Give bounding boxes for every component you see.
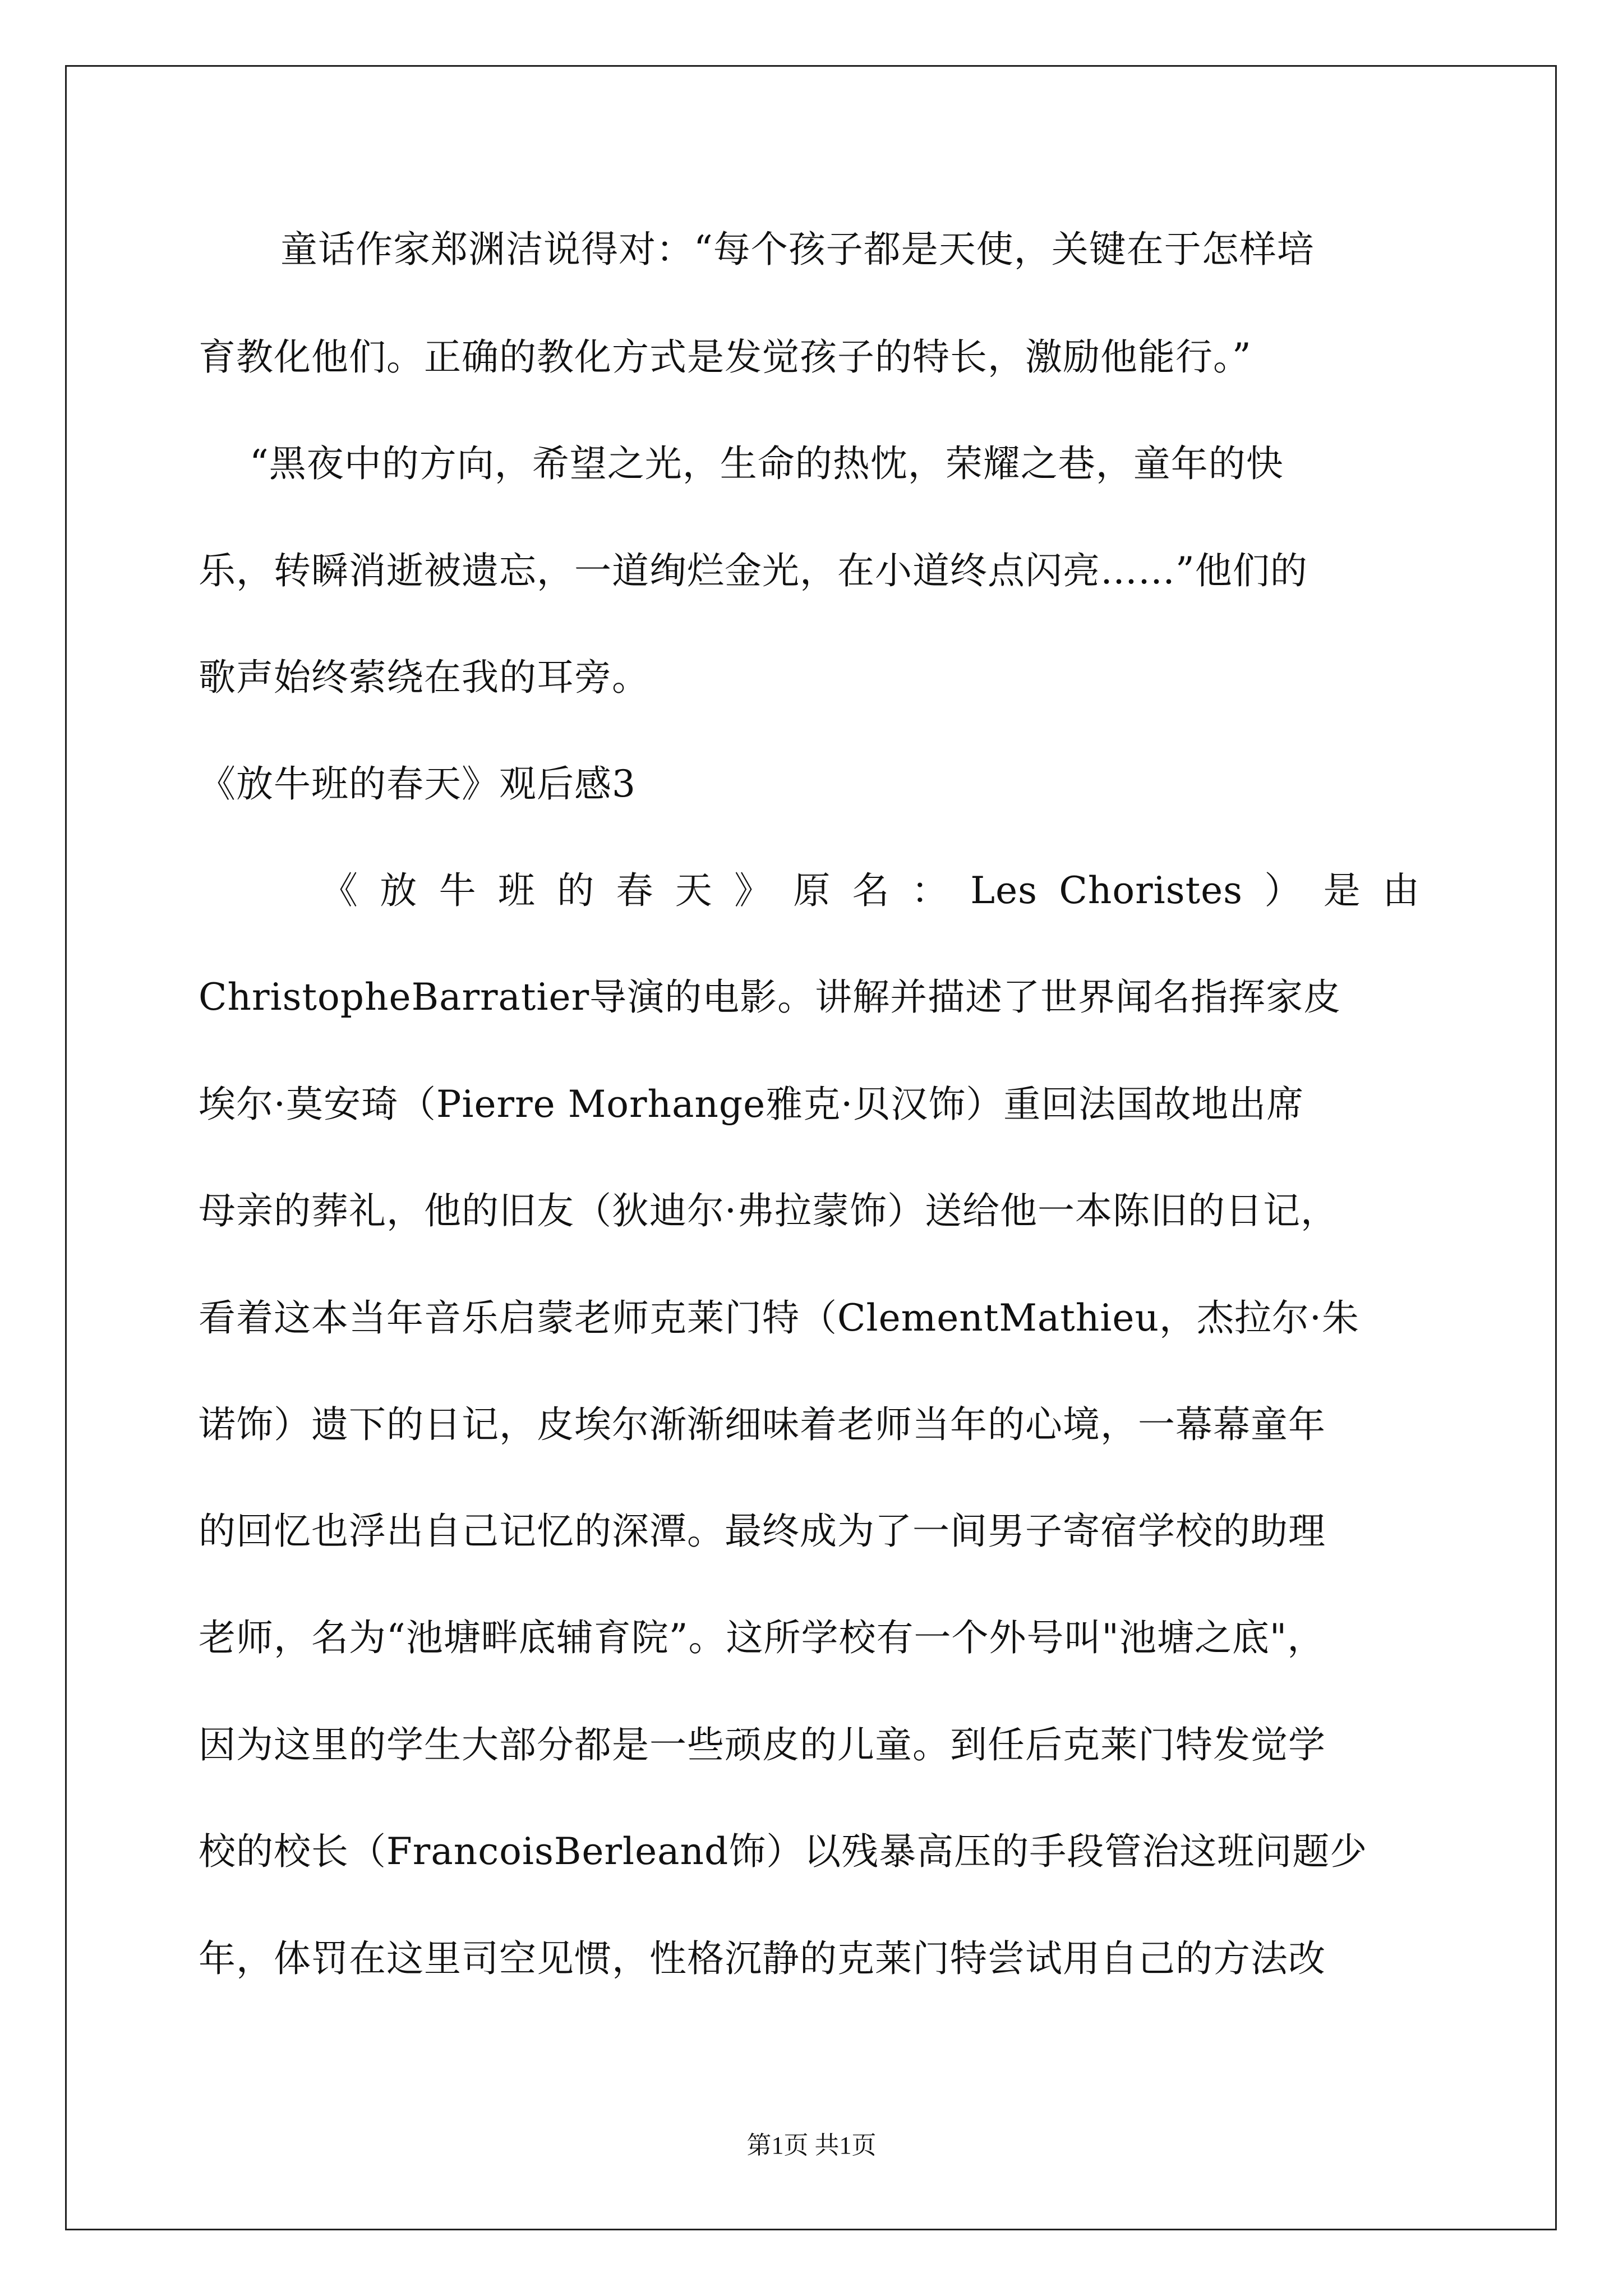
token: Choristes [1059, 869, 1243, 912]
token: 是 [1323, 869, 1361, 912]
paragraph-2-line-1: “黑夜中的方向，希望之光，生命的热忱，荣耀之巷，童年的快 [250, 442, 1284, 485]
token: 由 [1382, 869, 1420, 912]
paragraph-3-line-8: 老师，名为“池塘畔底辅育院”。这所学校有一个外号叫"池塘之底"， [199, 1616, 1325, 1659]
token: 天 [675, 869, 713, 912]
paragraph-3-line-6: 诺饰）遗下的日记，皮埃尔渐渐细味着老师当年的心境，一幕幕童年 [199, 1403, 1326, 1446]
paragraph-3-line-1 [321, 868, 1420, 913]
token: 班 [497, 869, 536, 912]
token: 原 [793, 869, 831, 912]
paragraph-1-line-2: 育教化他们。正确的教化方式是发觉孩子的特长，激励他能行。” [199, 335, 1252, 379]
paragraph-3-line-2: ChristopheBarratier导演的电影。讲解并描述了世界闻名指挥家皮 [199, 976, 1341, 1019]
paragraph-3-line-11: 年，体罚在这里司空见惯，性格沉静的克莱门特尝试用自己的方法改 [199, 1937, 1326, 1980]
token: 的 [557, 869, 595, 912]
paragraph-3-line-3: 埃尔·莫安琦（Pierre Morhange雅克·贝汉饰）重回法国故地出席 [199, 1083, 1304, 1126]
token: 《 [321, 869, 358, 912]
token: Les [970, 869, 1038, 912]
token: ： [911, 869, 949, 912]
page-border [65, 65, 1557, 2230]
paragraph-3-line-4: 母亲的葬礼，他的旧友（狄迪尔·弗拉蒙饰）送给他一本陈旧的日记， [199, 1189, 1338, 1232]
token: ） [1264, 869, 1302, 912]
paragraph-1-line-1: 童话作家郑渊洁说得对：“每个孩子都是天使，关键在于怎样培 [280, 228, 1315, 271]
paragraph-3-line-10: 校的校长（FrancoisBerleand饰）以残暴高压的手段管治这班问题少 [199, 1830, 1368, 1873]
token: 名 [852, 869, 890, 912]
paragraph-2-line-2: 乐，转瞬消逝被遗忘，一道绚烂金光，在小道终点闪亮……”他们的 [199, 549, 1308, 592]
paragraph-3-line-9: 因为这里的学生大部分都是一些顽皮的儿童。到任后克莱门特发觉学 [199, 1723, 1326, 1766]
token: 春 [616, 869, 654, 912]
paragraph-3-line-5: 看着这本当年音乐启蒙老师克莱门特（ClementMathieu，杰拉尔·朱 [199, 1296, 1359, 1340]
token: 放 [380, 869, 418, 912]
section-heading: 《放牛班的春天》观后感3 [199, 762, 636, 806]
paragraph-2-line-3: 歌声始终萦绕在我的耳旁。 [199, 656, 649, 699]
page-number-footer: 第1页 共1页 [746, 2132, 877, 2159]
token: 》 [734, 869, 772, 912]
token: 牛 [439, 869, 477, 912]
paragraph-3-line-7: 的回忆也浮出自己记忆的深潭。最终成为了一间男子寄宿学校的助理 [199, 1510, 1326, 1553]
